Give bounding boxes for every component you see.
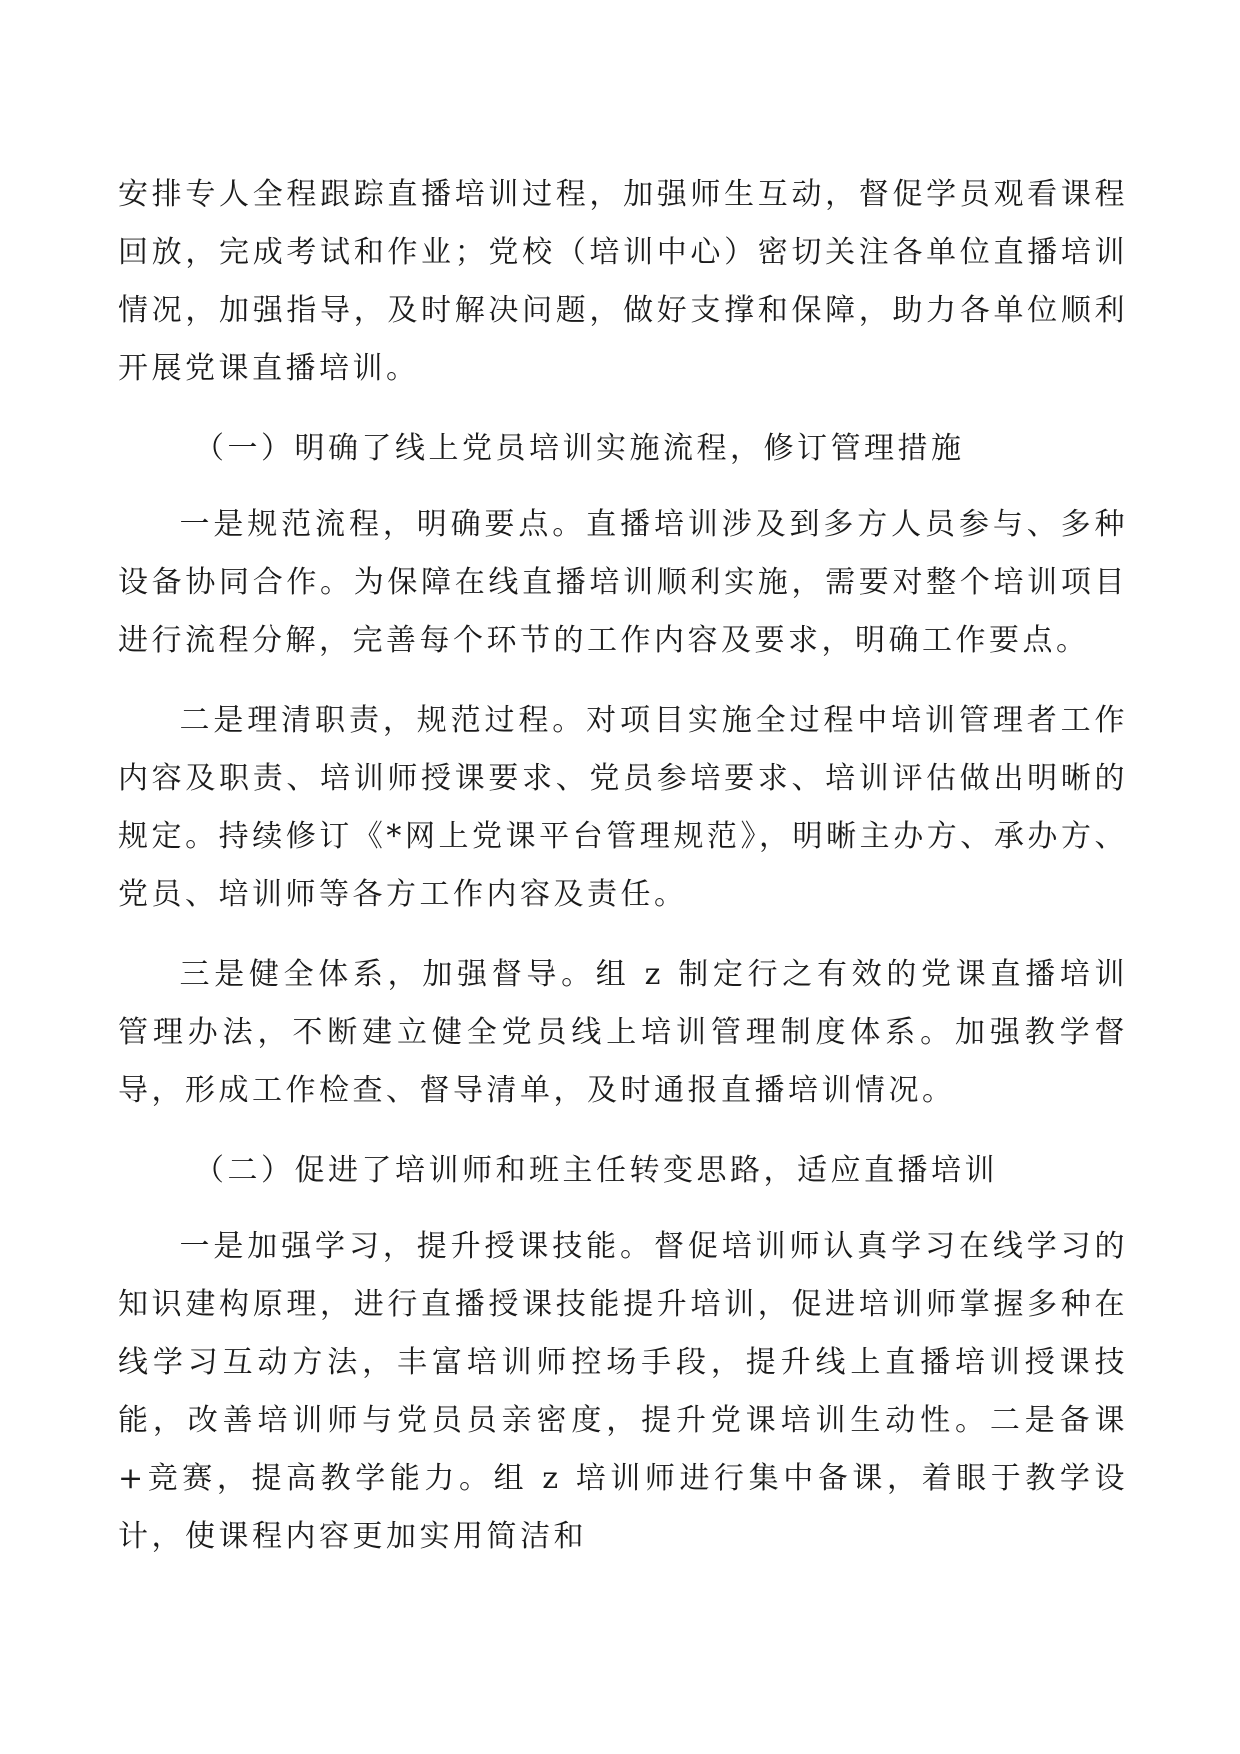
document-body <box>118 166 1128 1588</box>
paragraph-standardize-process: 一是规范流程，明确要点。直播培训涉及到多方人员参与、多种设备协同合作。为保障在线直播培训顺利实施，需要对整个培训项目进行流程分解，完善每个环节的工作内容及要求，明确工作要点。 <box>118 507 1128 658</box>
section-heading-one: （一）明确了线上党员培训实施流程，修订管理措施 <box>194 431 965 466</box>
paragraph-continuation: 安排专人全程跟踪直播培训过程，加强师生互动，督促学员观看课程回放，完成考试和作业；党校（培训中心）密切关注各单位直播培训情况，加强指导，及时解决问题，做好支撑和保障，助力各单位顺利开展党课直播培训。 <box>118 177 1128 386</box>
section-heading-two: （二）促进了培训师和班主任转变思路，适应直播培训 <box>194 1153 998 1188</box>
paragraph-strengthen-learning: 一是加强学习，提升授课技能。督促培训师认真学习在线学习的知识建构原理，进行直播授课技能提升培训，促进培训师掌握多种在线学习互动方法，丰富培训师控场手段，提升线上直播培训授课技能，改善培训师与党员员亲密度，提升党课培训生动性。二是备课+竞赛，提高教学能力。组 z 培训师进行集中备课，着眼于教学设计，使课程内容更加实用简洁和 <box>118 1229 1128 1554</box>
paragraph-clarify-duties: 二是理清职责，规范过程。对项目实施全过程中培训管理者工作内容及职责、培训师授课要求、党员参培要求、培训评估做出明晰的规定。持续修订《*网上党课平台管理规范》，明晰主办方、承办方、党员、培训师等各方工作内容及责任。 <box>118 703 1128 912</box>
paragraph-improve-system: 三是健全体系，加强督导。组 z 制定行之有效的党课直播培训管理办法，不断建立健全党员线上培训管理制度体系。加强教学督导，形成工作检查、督导清单，及时通报直播培训情况。 <box>118 957 1128 1108</box>
